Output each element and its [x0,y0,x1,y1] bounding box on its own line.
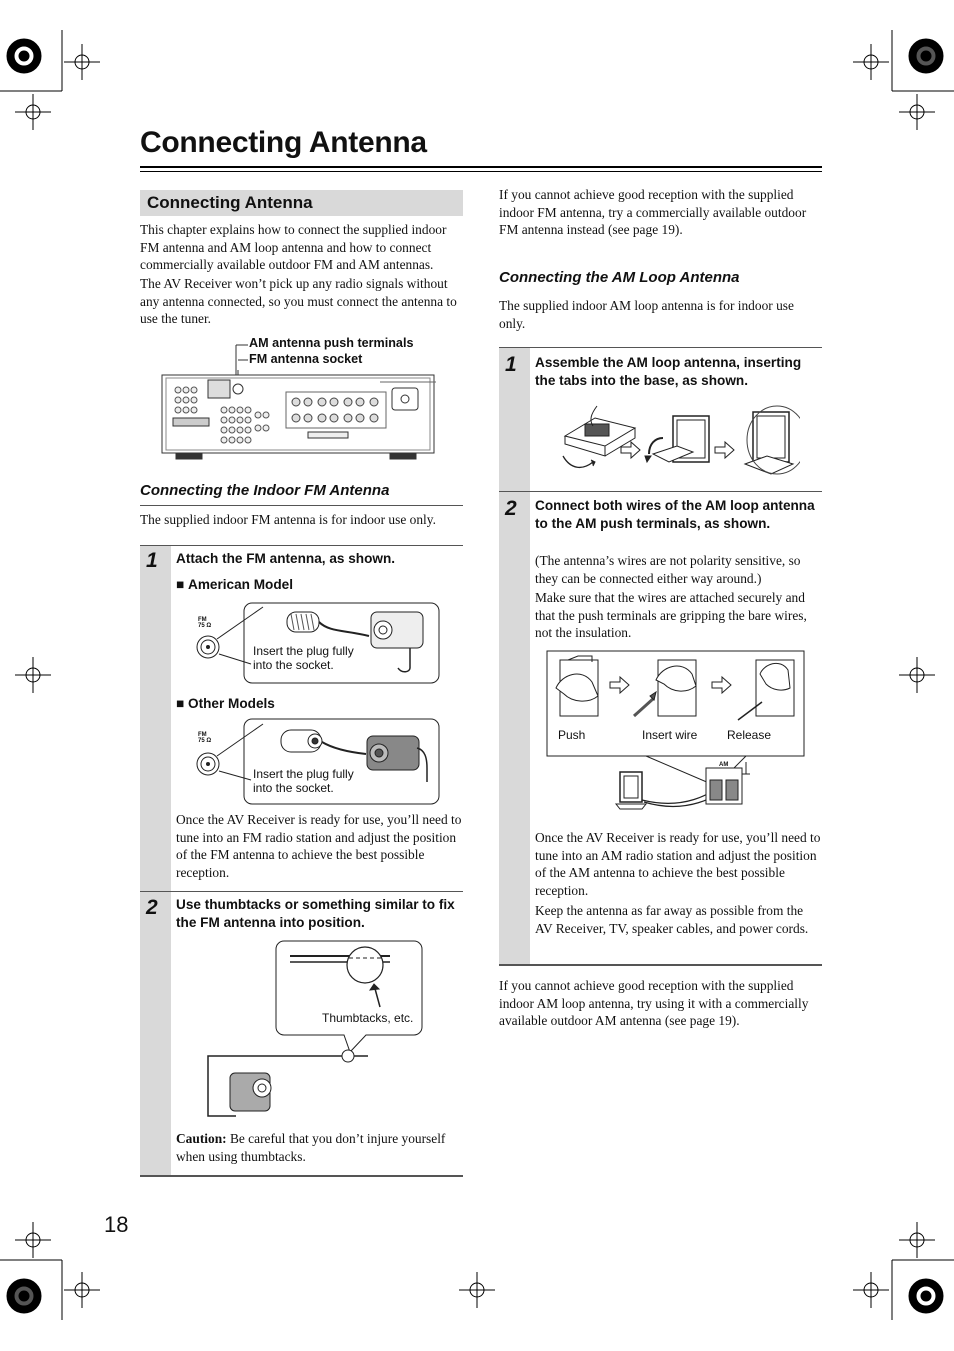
intro-paragraph: This chapter explains how to connect the supplied indoor FM antenna and AM loop antenna and how to connect commercially available outdoor FM and AM antennas. [140,222,447,273]
am-step2-secure-note: Make sure that the wires are attached securely and that the push terminals are gripping the bare wires, not the insulation. [535,590,807,641]
section-heading-box [140,190,463,216]
am-step1-number: 1 [505,353,517,376]
fm-step1-top-rule [140,545,463,546]
receiver-rear-panel-diagram [158,340,443,465]
fm-section-heading: Connecting the Indoor FM Antenna [140,482,390,499]
am-step2-title: Connect both wires of the AM loop antenna to the AM push terminals, as shown. [535,498,815,531]
section-heading: Connecting Antenna [147,193,313,212]
am-terminal-label: AM [719,762,729,768]
fm-step1-title: Attach the FM antenna, as shown. [176,551,396,566]
fm-step2-bar [140,892,171,1175]
ohm-label-other: 75 Ω [198,738,212,744]
am-terminals-label: AM antenna push terminals [249,336,414,350]
am-step2-bar [499,492,530,964]
am-step2-top-rule [499,491,822,492]
am-step2-tune-note: Once the AV Receiver is ready for use, you’ll need to tune into an AM radio station and adjust the position of the AM antenna to achieve the best possible reception. [535,830,821,898]
thumbtacks-label: Thumbtacks, etc. [322,1011,414,1025]
am-outdoor-paragraph: If you cannot achieve good reception with the supplied indoor AM loop antenna, try using it with a commercially available outdoor AM antenna (see page 19). [499,978,809,1029]
left-bottom-rule [140,1175,463,1177]
title-rule [140,166,822,168]
fm-outdoor-paragraph: If you cannot achieve good reception with the supplied indoor FM antenna, try a commercially available outdoor FM antenna instead (see page 19). [499,187,807,238]
fm-intro: The supplied indoor FM antenna is for indoor use only. [140,512,436,527]
am-step1-top-rule [499,347,822,348]
am-step2-distance-note: Keep the antenna as far away as possible from the AV Receiver, TV, speaker cables, and power cords. [535,903,809,936]
am-step1-title: Assemble the AM loop antenna, inserting the tabs into the base, as shown. [535,355,802,388]
thumbtack-illustration [200,940,430,1122]
insert-wire-label: Insert wire [642,728,698,742]
fm-step2-top-rule [140,891,463,892]
other-models-heading [176,696,275,711]
other-models-label: Other Models [188,696,275,711]
caution-text: Be careful that you don’t injure yourself when using thumbtacks. [176,1131,446,1164]
ohm-label-american: 75 Ω [198,623,212,629]
fm-label-other: FM [198,732,207,738]
square-bullet-icon: ■ [176,696,188,711]
fm-label-american: FM [198,617,207,623]
am-loop-assembly-illustration [555,396,800,486]
american-model-label: American Model [188,577,293,592]
american-model-heading [176,577,293,592]
page-title: Connecting Antenna [140,126,427,159]
fm-step2-title: Use thumbtacks or something similar to fix the FM antenna into position. [176,897,455,930]
fm-step2-number: 2 [146,896,158,919]
am-step2-polarity-note: (The antenna’s wires are not polarity sensitive, so they can be connected either way around.) [535,553,801,586]
insert-line-2: into the socket. [253,658,334,672]
right-bottom-rule [499,964,822,966]
caution-label: Caution: [176,1131,227,1146]
am-intro: The supplied indoor AM loop antenna is for indoor use only. [499,298,794,331]
am-section-heading: Connecting the AM Loop Antenna [499,269,740,286]
insert-line-2: into the socket. [253,781,334,795]
push-label: Push [558,728,586,742]
insert-plug-text-other [253,767,354,795]
title-rule-thin [140,171,822,172]
square-bullet-icon: ■ [176,577,188,592]
insert-plug-text-american [253,644,354,672]
caution-note [176,1130,462,1165]
page-number: 18 [104,1212,129,1237]
release-label: Release [727,728,772,742]
insert-line-1: Insert the plug fully [253,767,354,781]
fm-heading-rule [140,505,463,506]
fm-step1-note: Once the AV Receiver is ready for use, you’ll need to tune into an FM radio station and adjust the position of the FM antenna to achieve the best possible reception. [176,812,462,880]
fm-step1-bar [140,546,171,891]
intro-paragraph-2: The AV Receiver won’t pick up any radio signals without any antenna connected, so you must connect the antenna to use the tuner. [140,276,457,327]
fm-socket-label: FM antenna socket [249,352,363,366]
insert-line-1: Insert the plug fully [253,644,354,658]
fm-step1-number: 1 [146,549,158,572]
am-step2-number: 2 [505,497,517,520]
